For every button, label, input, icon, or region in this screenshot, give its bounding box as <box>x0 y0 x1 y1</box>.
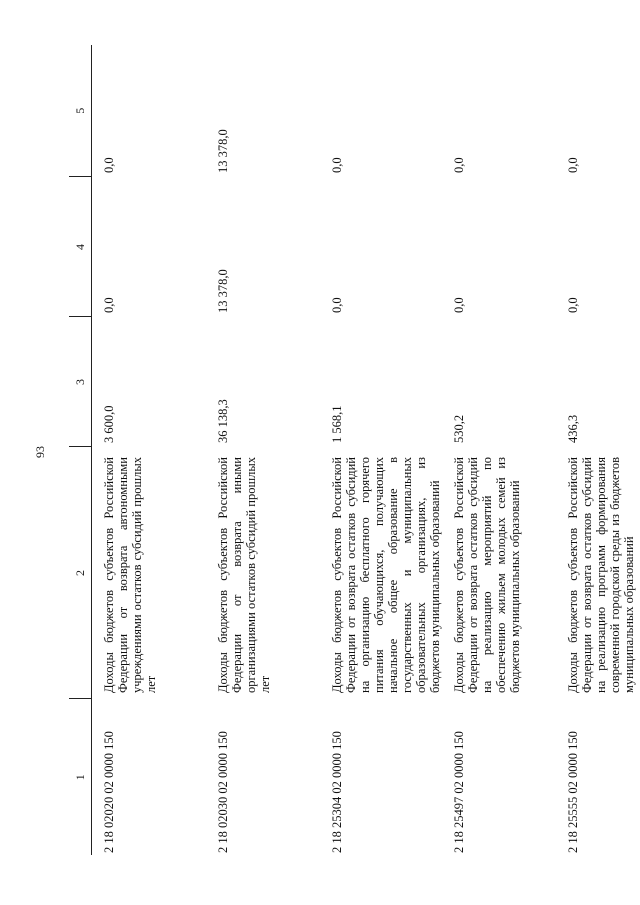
amount-col5-cell: 0,0 <box>566 157 580 173</box>
table-row <box>92 45 207 855</box>
revenue-code-cell: 2 18 25555 02 0000 150 <box>566 731 580 853</box>
budget-revenue-table <box>69 45 640 855</box>
column-header: 5 <box>69 45 92 177</box>
amount-col3-cell: 36 138,3 <box>216 399 230 443</box>
revenue-code-cell: 2 18 25497 02 0000 150 <box>452 731 466 853</box>
amount-col4-cell: 0,0 <box>102 297 116 313</box>
amount-col5-cell: 0,0 <box>330 157 344 173</box>
revenue-code-cell: 2 18 02030 02 0000 150 <box>216 731 230 853</box>
amount-col4-cell: 0,0 <box>330 297 344 313</box>
revenue-description-cell: Доходы бюджетов субъектов Российской Федерации от возврата автономными учреждениями остатков субсидий прошлых лет <box>102 457 158 693</box>
revenue-description-cell: Доходы бюджетов субъектов Российской Федерации от возврата остатков субсидий на реализацию программ формирования современной городской среды из бюджетов муниципальных образований <box>566 457 636 693</box>
amount-col5-cell: 0,0 <box>452 157 466 173</box>
column-header: 3 <box>69 317 92 447</box>
column-header: 2 <box>69 447 92 699</box>
amount-col3-cell: 3 600,0 <box>102 405 116 443</box>
table-row <box>556 45 640 855</box>
budget-table-container <box>69 45 636 855</box>
amount-col3-cell: 436,3 <box>566 414 580 443</box>
revenue-code-cell: 2 18 25304 02 0000 150 <box>330 731 344 853</box>
revenue-description-cell: Доходы бюджетов субъектов Российской Федерации от возврата остатков субсидий на организацию бесплатного горячего питания обучающихся, получающих начальное общее образование в государственных и муниципальных образовательных организациях, из бюджетов муниципальных образований <box>330 457 442 693</box>
table-row <box>320 45 442 855</box>
revenue-description-cell: Доходы бюджетов субъектов Российской Федерации от возврата остатков субсидий на реализацию мероприятий по обеспечению жильем молодых семей из бюджетов муниципальных образований <box>452 457 522 693</box>
column-header: 1 <box>69 699 92 855</box>
amount-col4-cell: 0,0 <box>566 297 580 313</box>
amount-col5-cell: 0,0 <box>102 157 116 173</box>
amount-col4-cell: 13 378,0 <box>216 269 230 313</box>
revenue-code-cell: 2 18 02020 02 0000 150 <box>102 731 116 853</box>
page-number: 93 <box>33 446 47 458</box>
table-row <box>206 45 320 855</box>
column-header: 4 <box>69 177 92 317</box>
revenue-description-cell: Доходы бюджетов субъектов Российской Федерации от возврата иными организациями остатков субсидий прошлых лет <box>216 457 272 693</box>
table-header-row <box>69 45 92 855</box>
amount-col3-cell: 530,2 <box>452 414 466 443</box>
amount-col5-cell: 13 378,0 <box>216 129 230 173</box>
amount-col4-cell: 0,0 <box>452 297 466 313</box>
amount-col3-cell: 1 568,1 <box>330 405 344 443</box>
table-row <box>442 45 556 855</box>
